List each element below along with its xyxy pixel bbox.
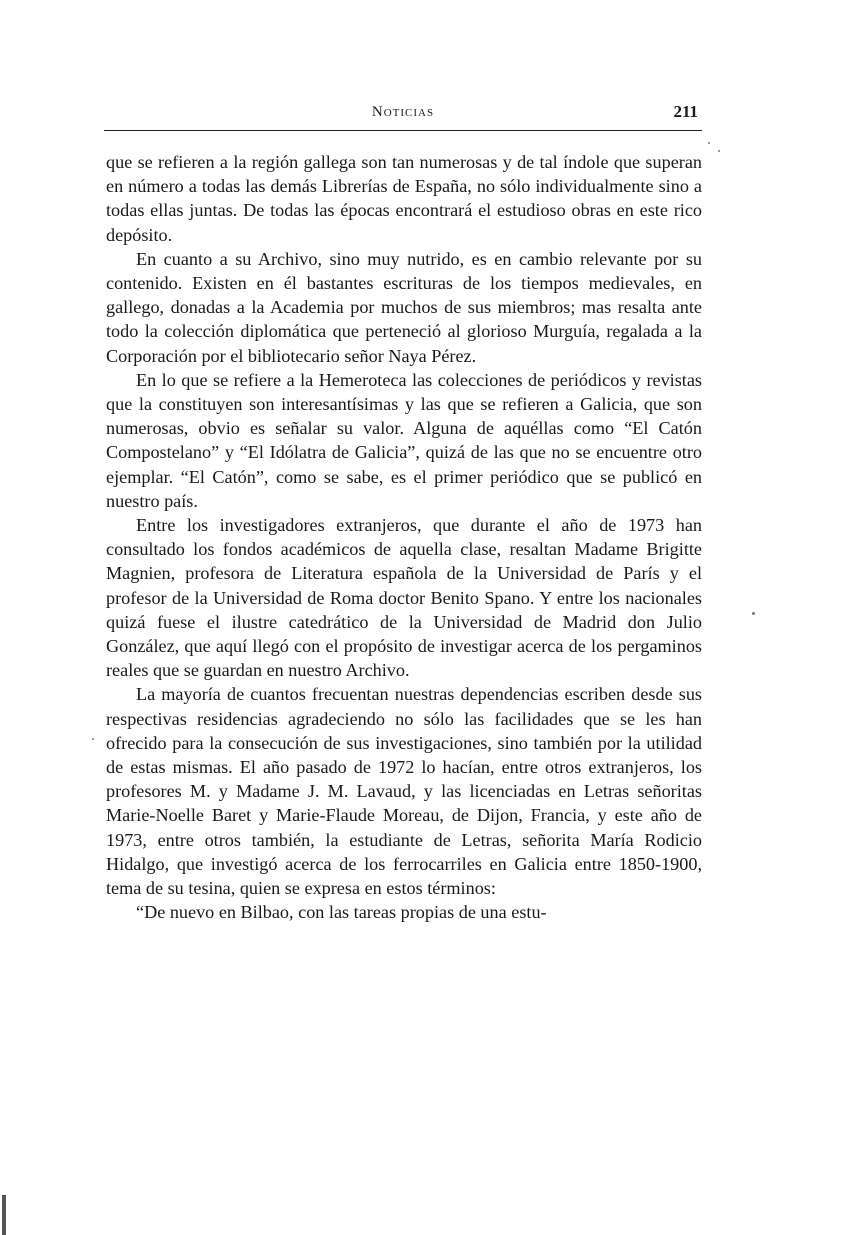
paragraph-continuation: que se refieren a la región gallega son tan numerosas y de tal índole que superan en número a todas las demás Librerías de España, no sólo individualmente sino a todas ellas juntas. De todas las épocas encontrará el estudioso obras en este rico depósito. bbox=[106, 152, 702, 245]
scan-speck bbox=[708, 142, 710, 144]
running-title: Noticias bbox=[371, 104, 435, 120]
paragraph-archivo: En cuanto a su Archivo, sino muy nutrido, es en cambio relevante por su contenido. Existen en él bastantes escrituras de los tiempos medievales, en gallego, donadas a la Academia por muchos de sus miembros; mas resalta ante todo la colección diplomática que perteneció al glorioso Murguía, regalada a la Corporación por el bibliotecario señor Naya Pérez. bbox=[106, 248, 702, 366]
scan-speck bbox=[92, 738, 94, 740]
paragraph-quote-start: “De nuevo en Bilbao, con las tareas propias de una estu- bbox=[136, 902, 547, 923]
paragraph-hemeroteca: En lo que se refiere a la Hemeroteca las colecciones de periódicos y revistas que la constituyen son interesantísimas y las que se refieren a Galicia, que son numerosas, obvio es señalar su valor. Alguna de aquéllas como “El Catón Compostelano” y “El Idólatra de Galicia”, quizá de las que no se encuentre otro ejemplar. “El Catón”, como se sabe, es el primer periódico que se publicó en nuestro país. bbox=[106, 369, 702, 511]
header-rule bbox=[104, 130, 702, 131]
scan-speck bbox=[752, 612, 755, 615]
scan-edge-mark bbox=[2, 1195, 6, 1235]
page-number: 211 bbox=[673, 102, 698, 121]
paragraph-correspondencia: La mayoría de cuantos frecuentan nuestras dependencias escriben desde sus respectivas residencias agradeciendo no sólo las facilidades que se les han ofrecido para la consecución de sus investigaciones, sino también por la utilidad de estas mismas. El año pasado de 1972 lo hacían, entre otros extranjeros, los profesores M. y Madame J. M. Lavaud, y las licenciadas en Letras señoritas Marie-Noelle Baret y Marie-Flaude Moreau, de Dijon, Francia, y este año de 1973, entre otros también, la estudiante de Letras, señorita María Rodicio Hidalgo, que investigó acerca de los ferrocarriles en Galicia entre 1850-1900, tema de su tesina, quien se expresa en estos términos: bbox=[106, 684, 702, 899]
scan-speck bbox=[718, 150, 720, 152]
paragraph-investigadores: Entre los investigadores extranjeros, que durante el año de 1973 han consultado los fondos académicos de aquella clase, resaltan Madame Brigitte Magnien, profesora de Literatura española de la Universidad de París y el profesor de la Universidad de Roma doctor Benito Spano. Y entre los nacionales quizá fuese el ilustre catedrático de la Universidad de Madrid don Julio González, que aquí llegó con el propósito de investigar acerca de los pergaminos reales que se guardan en nuestro Archivo. bbox=[106, 515, 702, 681]
body-text bbox=[106, 150, 702, 925]
page-header bbox=[104, 100, 702, 126]
